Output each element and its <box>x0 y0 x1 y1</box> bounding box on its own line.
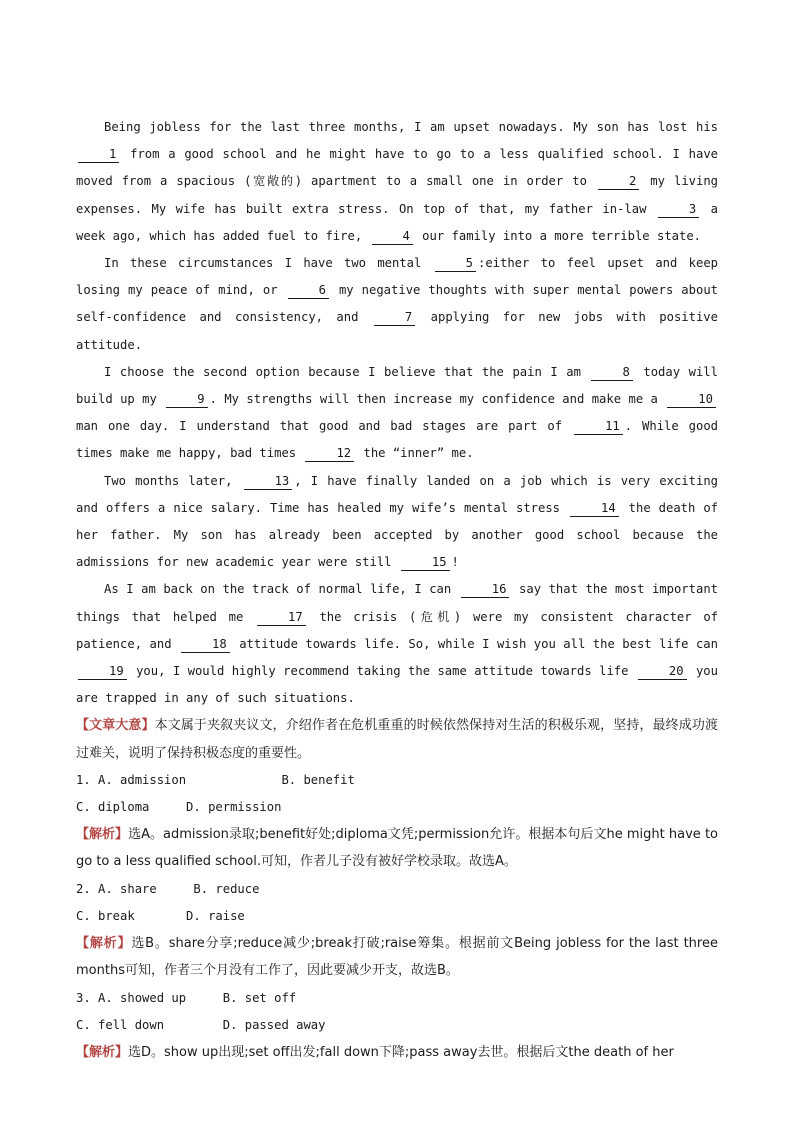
passage-text: the crisis (危机) were my consistent character of patience, and <box>76 609 718 651</box>
blank-7: 7 <box>374 310 415 326</box>
passage-text: :either to feel upset and keep losing my peace of mind, or <box>76 256 718 298</box>
passage-text: a week ago, which has added fuel to fire, <box>76 201 718 243</box>
blank-2: 2 <box>598 174 639 190</box>
passage-text: say that the most important things that helped me <box>76 582 718 624</box>
analysis-paragraph <box>76 930 718 984</box>
question-options-line1: 1. A. admission B. benefit <box>76 772 355 787</box>
blank-4: 4 <box>372 229 413 245</box>
summary-section <box>76 712 718 766</box>
blank-19: 19 <box>78 664 127 680</box>
passage-text: As I am back on the track of normal life, I can <box>104 582 459 597</box>
blank-5: 5 <box>435 256 476 272</box>
blank-20: 20 <box>638 664 687 680</box>
question-options-line1: 2. A. share B. reduce <box>76 881 260 896</box>
passage-text: the death of her father. My son has already been accepted by another good school because the admissions for new academic year were still <box>76 500 719 570</box>
analysis-text: 选B。share分享;reduce减少;break打破;raise筹集。根据前文Being jobless for the last three months可知，作者三个月没有工作了，因此要减少开支，故选B。 <box>76 936 718 979</box>
passage-paragraph <box>76 114 718 250</box>
question-options-line1: 3. A. showed up B. set off <box>76 990 297 1005</box>
blank-3: 3 <box>658 202 699 218</box>
summary-paragraph <box>76 712 718 766</box>
passage-text: In these circumstances I have two mental <box>104 256 433 271</box>
passage-text: my living expenses. My wife has built extra stress. On top of that, my father in-law <box>76 174 719 216</box>
passage-text: my negative thoughts with super mental powers about self-confidence and consistency, and <box>76 283 718 325</box>
passage-text: today will build up my <box>76 364 718 407</box>
question-options-line2: C. break D. raise <box>76 908 245 923</box>
question-options-line2: C. fell down D. passed away <box>76 1017 326 1032</box>
passage-text: , I have finally landed on a job which is very exciting and offers a nice salary. Time has healed my wife’s mental stress <box>76 473 718 515</box>
blank-13: 13 <box>244 474 293 490</box>
passage-text: I choose the second option because I believe that the pain I am <box>104 364 590 379</box>
analysis-paragraph <box>76 821 718 875</box>
summary-text: 本文属于夹叙夹议文，介绍作者在危机重重的时候依然保持对生活的积极乐观，坚持，最终成功渡过难关，说明了保持积极态度的重要性。 <box>76 718 718 761</box>
passage-paragraph <box>76 359 718 468</box>
blank-6: 6 <box>288 283 329 299</box>
cloze-passage <box>76 114 718 712</box>
blank-14: 14 <box>570 501 619 517</box>
passage-paragraph <box>76 468 718 577</box>
blank-16: 16 <box>461 582 510 598</box>
analysis-paragraph <box>76 1039 718 1066</box>
analysis-text: 选A。admission录取;benefit好处;diploma文凭;permission允许。根据本句后文he might have to go to a less qualified school.可知，作者儿子没有被好学校录取。故选A。 <box>76 827 718 870</box>
passage-text: the “inner” me. <box>356 446 474 461</box>
blank-9: 9 <box>166 392 207 408</box>
question-options-line2: C. diploma D. permission <box>76 800 282 815</box>
blank-10: 10 <box>667 392 716 408</box>
passage-text: . While good times make me happy, bad times <box>76 419 718 461</box>
analysis-tag: 【解析】 <box>76 1044 129 1060</box>
blank-1: 1 <box>78 147 119 163</box>
summary-tag: 【文章大意】 <box>76 718 155 734</box>
blank-15: 15 <box>401 555 450 571</box>
passage-paragraph <box>76 576 718 712</box>
passage-text: man one day. I understand that good and bad stages are part of <box>76 419 573 434</box>
question-list <box>76 767 718 1066</box>
document-body <box>76 114 718 1066</box>
analysis-tag: 【解析】 <box>76 827 129 843</box>
passage-text: Being jobless for the last three months, I am upset nowadays. My son has lost his <box>104 120 718 134</box>
passage-paragraph <box>76 250 718 359</box>
passage-text: ! <box>451 555 459 570</box>
analysis-text: 选D。show up出现;set off出发;fall down下降;pass away去世。根据后文the death of her <box>128 1044 674 1060</box>
passage-text: . My strengths will then increase my confidence and make me a <box>209 392 666 407</box>
passage-text: from a good school and he might have to go to a less qualified school. I have moved from a spacious (宽敞的) apartment to a small one in order to <box>76 147 718 189</box>
analysis-tag: 【解析】 <box>76 936 132 952</box>
passage-text: applying for new jobs with positive attitude. <box>76 310 718 352</box>
passage-text: Two months later, <box>104 473 242 488</box>
passage-text: our family into a more terrible state. <box>414 228 702 243</box>
blank-11: 11 <box>574 419 623 435</box>
blank-18: 18 <box>181 637 230 653</box>
passage-text: attitude towards life. So, while I wish you all the best life can <box>231 636 718 651</box>
blank-12: 12 <box>305 446 354 462</box>
blank-8: 8 <box>591 365 632 381</box>
passage-text: you, I would highly recommend taking the same attitude towards life <box>128 664 636 679</box>
passage-text: you are trapped in any of such situations. <box>76 664 718 706</box>
blank-17: 17 <box>257 610 306 626</box>
